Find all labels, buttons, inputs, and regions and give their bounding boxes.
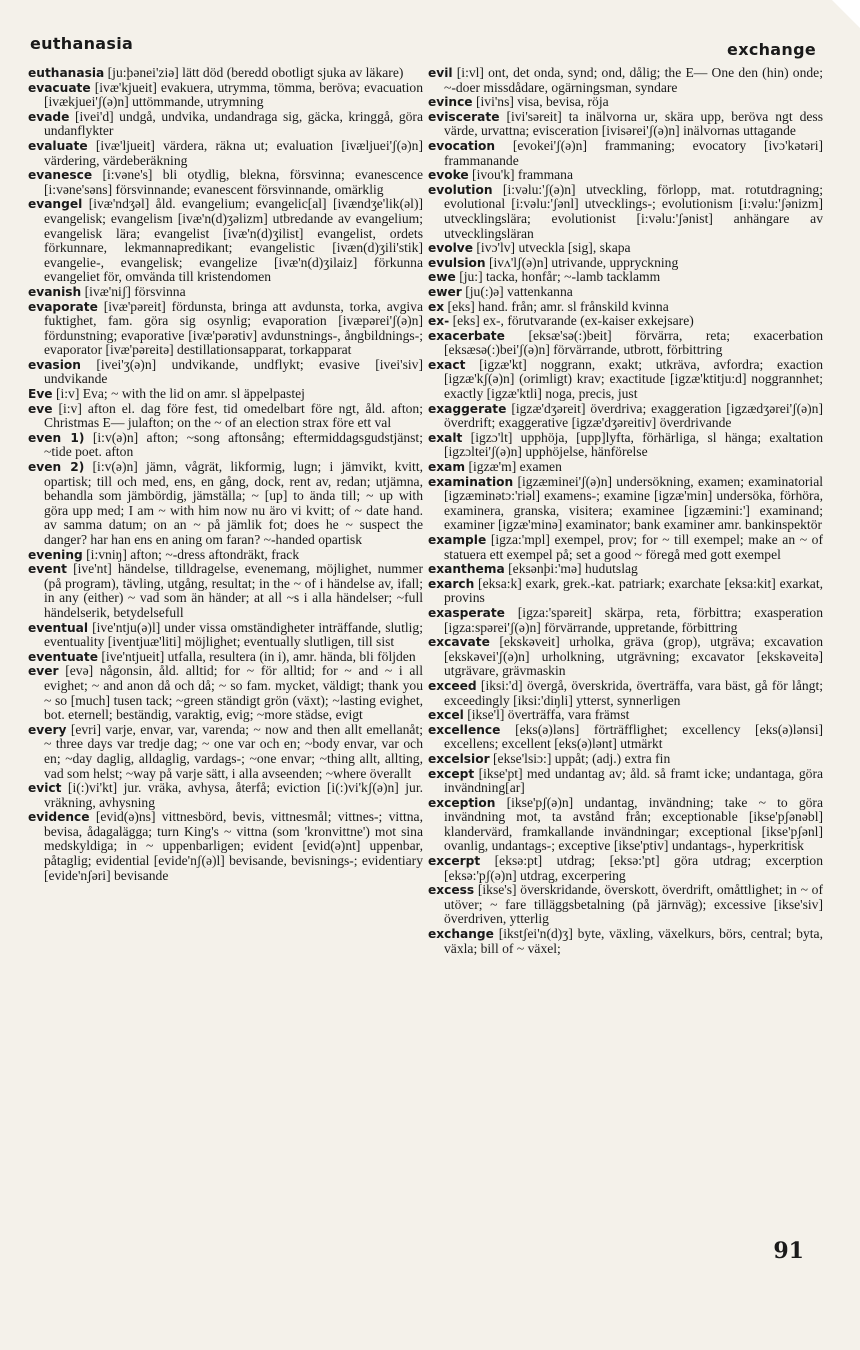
dictionary-entry: [28, 781, 423, 810]
dictionary-entry: [428, 358, 823, 402]
dictionary-entry: [28, 810, 423, 883]
entry-headword: exarch: [428, 576, 475, 591]
entry-definition: [i:vl] ont, det onda, synd; ond, dålig; the E— One den (hin) onde; ~-doer missdådare, ogärningsman, syndare: [444, 65, 823, 95]
dictionary-entry: [428, 577, 823, 606]
entry-definition: [i:vəlu:'ʃ(ə)n] utveckling, förlopp, mat. rotutdragning; evolutional [i:vəlu:'ʃənl] utvecklings-; evolutionism [i:vəlu:'ʃənizm] utvecklingslära; evolutionist [i:vəlu:'ʃənist] anhängare av utvecklingsläran: [444, 181, 823, 241]
dictionary-entry: [428, 635, 823, 679]
entry-headword: evangel: [28, 197, 83, 212]
entry-headword: Eve: [28, 387, 53, 402]
entry-definition: [ikstʃei'n(d)ʒ] byte, växling, växelkurs, börs, central; byta, växla; bill of ~ växel;: [444, 926, 823, 956]
dictionary-entry: [428, 168, 823, 183]
entry-definition: [igzæ'm] examen: [468, 459, 562, 475]
entry-definition: [ivɔ'lv] utveckla [sig], skapa: [476, 240, 631, 256]
dictionary-entry: [428, 314, 823, 329]
entry-definition: [ikse'pʃ(ə)n] undantag, invändning; take ~ to göra invändning mot, ta avstånd från; exceptionable [ikse'pʃənəbl] klandervärd, framkallande invändningar; exceptional [ikse'pʃənl] ovanlig, undantags-; exceptive [ikse'ptiv] undantags-, hyperkritisk: [444, 794, 823, 854]
entry-headword: exasperate: [428, 605, 505, 620]
dictionary-entry: [428, 66, 823, 95]
dictionary-entry: [28, 402, 423, 431]
entry-definition: [igza:'spəreit] skärpa, reta, förbittra; exasperation [igza:spərei'ʃ(ə)n] förvärrande, uppretande, förbittring: [444, 604, 823, 635]
entry-headword: evince: [428, 95, 473, 110]
entry-headword: exaggerate: [428, 401, 507, 416]
entry-headword: excavate: [428, 635, 490, 650]
entry-definition: [evid(ə)ns] vittnesbörd, bevis, vittnesmål; vittnes-; vittna, bevisa, ådagalägga; turn King's ~ vittna (som 'kronvittne') mot sina medskyldiga; in ~ uppenbarligen; evident [evid(ə)nt] uppenbar, påtaglig; evidential [evide'nʃ(ə)l] bevisande, bevisnings-; evidentiary [evide'nʃəri] bevisande: [44, 809, 423, 883]
entry-definition: [eksa:k] exark, grek.-kat. patriark; exarchate [eksa:kit] exarkat, provins: [444, 575, 823, 606]
dictionary-entry: [428, 533, 823, 562]
dictionary-entry: [28, 110, 423, 139]
entry-definition: [i:v(ə)n] jämn, vågrät, likformig, lugn; i jämvikt, kvitt, opartisk; till och med, ens, en gång, dock, rent av, redan; utjämna, behandla som jämbördig, jämställa; ~ [up] to ända till; ~ up with göra upp med; I am ~ with him now nu äro vi kvitt; of ~ date hand. av samma datum; on an ~ på jämlik fot; does he ~ suspect the danger? har han ens en aning om faran? ~-handed opartisk: [44, 459, 424, 547]
entry-headword: evade: [28, 109, 70, 124]
entry-definition: [i:v(ə)n] afton; ~song aftonsång; eftermiddagsgudstjänst; ~tide poet. afton: [44, 429, 423, 460]
dictionary-entry: [428, 402, 823, 431]
dictionary-entry: [28, 168, 423, 197]
dictionary-entry: [28, 562, 423, 620]
dictionary-entry: [28, 139, 423, 168]
entry-headword: excess: [428, 883, 475, 898]
entry-headword: excellence: [428, 722, 501, 737]
dictionary-entry: [428, 256, 823, 271]
entry-headword: excelsior: [428, 751, 490, 766]
dictionary-entry: [28, 548, 423, 563]
dictionary-entry: [428, 300, 823, 315]
entry-definition: [ivæ'ljueit] värdera, räkna ut; evaluation [ivæljuei'ʃ(ə)n] värdering, värdeberäkning: [44, 137, 423, 168]
dictionary-entry: [428, 679, 823, 708]
entry-headword: example: [428, 533, 487, 547]
guide-word-left: euthanasia: [30, 34, 134, 53]
entry-headword: evaluate: [28, 138, 88, 153]
entry-headword: eviscerate: [428, 109, 500, 124]
dictionary-entry: [428, 431, 823, 460]
dictionary-entry: [428, 110, 823, 139]
entry-headword: eventuate: [28, 649, 98, 664]
entry-definition: [ekse'lsiɔ:] uppåt; (adj.) extra fin: [493, 750, 671, 766]
entry-definition: [igzæ'kt] noggrann, exakt; utkräva, avfordra; exaction [igzæ'kʃ(ə)n] (orimligt) krav; exactitude [igzæ'ktitju:d] noggrannhet; exactly [igzæ'ktli] noga, precis, just: [444, 356, 824, 402]
dictionary-entry: [428, 95, 823, 110]
entry-definition: [ivæ'pəreit] fördunsta, bringa att avdunsta, torka, avgiva fuktighet, fam. göra sig osynlig; evaporation [ivæpərei'ʃ(ə)n] fördunstning; evaporative [ivæ'pərətiv] avdunstnings-, ångbildnings-; evaporator [ivæ'pəreitə] destillationsapparat, torkapparat: [44, 298, 423, 358]
entry-headword: evening: [28, 547, 83, 562]
entry-headword: except: [428, 766, 475, 781]
entry-headword: ex-: [428, 314, 450, 329]
column-left: [28, 66, 423, 883]
page-corner-fold: [832, 0, 860, 28]
entry-headword: evict: [28, 781, 62, 796]
dictionary-entry: [28, 723, 423, 781]
entry-definition: [i:v] Eva; ~ with the lid on amr. sl äppelpastej: [55, 386, 305, 402]
dictionary-entry: [428, 767, 823, 796]
entry-definition: [ive'ntjueit] utfalla, resultera (in i), amr. hända, bli följden: [101, 648, 416, 664]
entry-headword: evidence: [28, 810, 90, 825]
dictionary-entry: [428, 183, 823, 241]
dictionary-entry: [428, 285, 823, 300]
entry-definition: [ekskəveit] urholka, gräva (grop), utgräva; excavation [ekskəvei'ʃ(ə)n] urholkning, utgrävning; excavator [ekskəveitə] utgrävare, grävmaskin: [444, 634, 823, 679]
entry-definition: [ju:þənei'ziə] lätt död (beredd obotligt sjuka av läkare): [107, 65, 404, 80]
entry-definition: [eks(ə)ləns] förträfflighet; excellency [eks(ə)lənsi] excellens; excellent [eks(ə)lənt] utmärkt: [444, 721, 823, 752]
entry-definition: [ivæ'kjueit] evakuera, utrymma, tömma, beröva; evacuation [ivækjuei'ʃ(ə)n] uttömmande, utrymning: [44, 79, 423, 110]
entry-definition: [i(:)vi'kt] jur. vräka, avhysa, återfå; eviction [i(:)vi'kʃ(ə)n] jur. vräkning, avhysning: [44, 780, 423, 810]
dictionary-entry: [428, 460, 823, 475]
dictionary-entry: [428, 329, 823, 358]
dictionary-entry: [28, 300, 423, 358]
entry-headword: evolution: [428, 182, 493, 197]
entry-headword: exception: [428, 795, 496, 810]
dictionary-entry: [28, 664, 423, 722]
entry-definition: [ivei'd] undgå, undvika, undandraga sig, gäcka, kringgå, göra undanflykter: [44, 108, 423, 139]
dictionary-entry: [428, 270, 823, 285]
entry-headword: exceed: [428, 678, 477, 693]
entry-headword: exacerbate: [428, 328, 505, 343]
entry-headword: exchange: [428, 927, 494, 942]
entry-headword: excerpt: [428, 854, 481, 869]
entry-definition: [ikse'pt] med undantag av; åld. så framt icke; undantaga, göra invändning[ar]: [444, 765, 824, 796]
entry-definition: [ivʌ'lʃ(ə)n] utrivande, uppryckning: [488, 254, 679, 270]
entry-headword: evanesce: [28, 168, 93, 183]
entry-definition: [evokei'ʃ(ə)n] frammaning; evocatory [ivɔ'kətəri] frammanande: [444, 137, 824, 168]
entry-headword: evacuate: [28, 80, 91, 95]
dictionary-entry: [428, 708, 823, 723]
dictionary-entry: [428, 752, 823, 767]
entry-headword: evasion: [28, 357, 81, 372]
entry-headword: exam: [428, 460, 466, 475]
entry-headword: evil: [428, 66, 453, 80]
entry-definition: [ivi'səreit] ta inälvorna ur, skära upp, beröva ngt dess värde, urvattna; evisceration [ivisərei'ʃ(ə)n] inälvornas uttagande: [444, 108, 823, 139]
dictionary-entry: [428, 139, 823, 168]
entry-definition: [ju(:)ə] vattenkanna: [465, 283, 573, 299]
entry-definition: [eksæ'sə(:)beit] förvärra, reta; exacerbation [eksæsə(:)bei'ʃ(ə)n] förvärrande, utbrott, förbittring: [444, 327, 823, 358]
entry-definition: [ikse'l] överträffa, vara främst: [467, 707, 630, 723]
entry-definition: [i:vniŋ] afton; ~-dress aftondräkt, frack: [86, 546, 300, 562]
entry-definition: [ivou'k] frammana: [472, 167, 574, 183]
dictionary-entry: [28, 81, 423, 110]
entry-definition: [eksənþi:'mə] hudutslag: [508, 561, 638, 577]
column-right: [428, 66, 823, 956]
dictionary-entry: [28, 431, 423, 460]
entry-headword: evolve: [428, 241, 473, 256]
entry-headword: evanish: [28, 284, 82, 299]
dictionary-entry: [428, 927, 823, 956]
entry-headword: ever: [28, 664, 59, 679]
dictionary-entry: [28, 650, 423, 665]
entry-headword: excel: [428, 708, 464, 723]
entry-headword: evaporate: [28, 299, 98, 314]
dictionary-entry: [28, 197, 423, 285]
entry-headword: examination: [428, 474, 514, 489]
entry-definition: [igzæminei'ʃ(ə)n] undersökning, examen; examinatorial [igzæminətɔ:'riəl] examens-; examine [igzæ'min] undersöka, förhöra, examinera, granska, visitera; examinee [igzæmini:'] examinand; examiner [igzæ'minə] examinator; bank examiner amr. bankinspektör: [444, 473, 824, 533]
dictionary-entry: [428, 606, 823, 635]
dictionary-entry: [28, 358, 423, 387]
entry-headword: even 2): [28, 460, 85, 475]
entry-headword: eve: [28, 401, 53, 416]
entry-definition: [ive'ntju(ə)l] under vissa omständigheter inträffande, slutlig; eventuality [iventjuæ'liti] möjlighet; eventually slutligen, till sist: [44, 619, 423, 650]
entry-headword: euthanasia: [28, 66, 105, 80]
entry-definition: [igzɔ'lt] upphöja, [upp]lyfta, förhärliga, sl hänga; exaltation [igzɔltei'ʃ(ə)n] upphöjelse, hänförelse: [444, 429, 823, 460]
entry-headword: ex: [428, 299, 445, 314]
entry-headword: exact: [428, 357, 466, 372]
dictionary-entry: [428, 475, 823, 533]
entry-definition: [i:vəne's] bli otydlig, blekna, försvinna; evanescence [i:vəne'səns] försvinnande; evanescent försvinnande, omärklig: [44, 167, 423, 197]
entry-definition: [ju:] tacka, honfår; ~-lamb tacklamm: [459, 269, 661, 285]
dictionary-entry: [28, 387, 423, 402]
dictionary-entry: [428, 854, 823, 883]
entry-definition: [igzæ'dʒəreit] överdriva; exaggeration [igzædʒərei'ʃ(ə)n] överdrift; exaggerative [igzæ'dʒəreitiv] överdrivande: [444, 400, 824, 431]
entry-definition: [iksi:'d] övergå, överskrida, överträffa, vara bäst, gå för långt; exceedingly [iksi:'diŋli] ytterst, synnerligen: [444, 677, 824, 708]
entry-definition: [ive'nt] händelse, tilldragelse, evenemang, möjlighet, nummer (på program), tävling, utgång, resultat; in the ~ of i händelse av, ifall; in any (either) ~ vad som än händer; at all ~s i alla händelser; ~full händelserik, betydelsefull: [44, 561, 423, 620]
entry-definition: [eks] hand. från; amr. sl frånskild kvinna: [447, 298, 669, 314]
entry-definition: [igza:'mpl] exempel, prov; for ~ till exempel; make an ~ of statuera ett exempel på; set a good ~ föregå med gott exempel: [444, 532, 823, 562]
dictionary-entry: [428, 796, 823, 854]
page-number: 91: [773, 1238, 804, 1264]
dictionary-entry: [428, 241, 823, 256]
entry-headword: even 1): [28, 430, 85, 445]
entry-headword: ewe: [428, 270, 456, 285]
dictionary-entry: [428, 723, 823, 752]
dictionary-entry: [28, 66, 423, 81]
entry-headword: evoke: [428, 168, 469, 183]
dictionary-entry: [28, 285, 423, 300]
entry-definition: [ivæ'ndʒəl] åld. evangelium; evangelic[al] [ivændʒe'lik(əl)] evangelisk; evangelism [ivæ'n(d)ʒəlizm] utbredande av evangelium; evangelisk lära; evangelist [ivæ'n(d)ʒilist] evangelist, ordets förkunnare, lekmannapredikant; evangelistic [ivæn(d)ʒili'stik] evangelie-, evangelisk; evangelize [ivæ'n(d)ʒilaiz] förkunna evangeliet för, omvända till kristendomen: [44, 196, 423, 285]
entry-definition: [ivæ'niʃ] försvinna: [84, 283, 186, 299]
entry-definition: [i:v] afton el. dag före fest, tid omedelbart före ngt, åld. afton; Christmas E— julafton; on the ~ of an election strax före ett val: [44, 400, 423, 431]
guide-word-right: exchange: [727, 40, 816, 59]
entry-headword: ewer: [428, 284, 462, 299]
entry-definition: [evə] någonsin, åld. alltid; for ~ för alltid; for ~ and ~ i all evighet; ~ and anon då och då; ~ so fam. mycket, väldigt; thank you ~ so [much] tusen tack; ~green ständigt grön (växt); ~lasting evighet, bot. eternell; beständig, varaktig, evig; ~more städse, evigt: [44, 663, 423, 723]
entry-headword: exalt: [428, 430, 463, 445]
dictionary-entry: [28, 621, 423, 650]
dictionary-entry: [28, 460, 423, 548]
entry-headword: eventual: [28, 620, 89, 635]
entry-headword: event: [28, 562, 67, 577]
entry-definition: [ikse's] överskridande, överskott, överdrift, omåttlighet; in ~ of utöver; ~ fare tilläggsbetalning (på järnväg); excessive [ikse'siv] överdriven, ytterlig: [444, 882, 823, 927]
entry-definition: [evri] varje, envar, var, varenda; ~ now and then allt emellanåt; ~ three days var tredje dag; ~ one var och en; ~body envar, var och en; ~day daglig, alldaglig, vardags-; ~one envar; ~thing allt, allting, vad som helst; ~way på varje sätt, i alla avseenden; ~where överallt: [44, 721, 424, 781]
entry-definition: [ivi'ns] visa, bevisa, röja: [475, 94, 609, 110]
dictionary-entry: [428, 562, 823, 577]
entry-definition: [ivei'ʒ(ə)n] undvikande, undflykt; evasive [ivei'siv] undvikande: [44, 356, 423, 387]
entry-headword: evulsion: [428, 255, 486, 270]
entry-headword: exanthema: [428, 562, 505, 577]
entry-definition: [eks] ex-, förutvarande (ex-kaiser exkejsare): [452, 313, 694, 329]
entry-definition: [eksə:pt] utdrag; [eksə:'pt] göra utdrag; excerption [eksə:'pʃ(ə)n] utdrag, excerpering: [444, 853, 823, 883]
dictionary-entry: [428, 883, 823, 927]
entry-headword: every: [28, 722, 67, 737]
entry-headword: evocation: [428, 138, 496, 153]
